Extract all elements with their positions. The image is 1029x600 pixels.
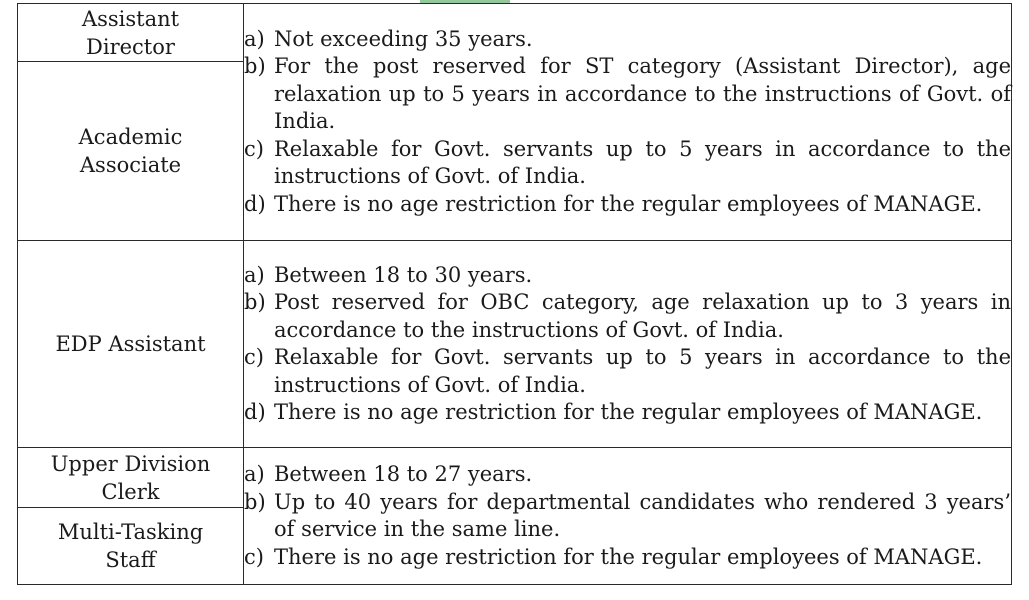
list-item bbox=[244, 544, 1011, 572]
requirement-list bbox=[244, 26, 1011, 219]
post-cell bbox=[18, 448, 244, 585]
post-name-line: EDP Assistant bbox=[55, 332, 206, 356]
item-letter: c) bbox=[244, 544, 264, 569]
table-row bbox=[18, 241, 1012, 448]
item-text: Relaxable for Govt. servants up to 5 years in accordance to the instructions of Govt. of India. bbox=[274, 136, 1011, 189]
requirement-list bbox=[244, 262, 1011, 427]
list-item bbox=[244, 489, 1011, 544]
item-text: There is no age restriction for the regular employees of MANAGE. bbox=[274, 191, 983, 216]
item-text: There is no age restriction for the regular employees of MANAGE. bbox=[274, 544, 983, 569]
list-item bbox=[244, 53, 1011, 136]
item-letter: a) bbox=[244, 26, 265, 51]
item-text: For the post reserved for ST category (Assistant Director), age relaxation up to 5 years in accordance to the instructions of Govt. of India. bbox=[274, 54, 1011, 134]
post-name-line: Associate bbox=[79, 152, 182, 177]
requirement-list bbox=[244, 461, 1011, 571]
item-letter: b) bbox=[244, 54, 266, 79]
post-name-line: Assistant bbox=[81, 6, 180, 31]
list-item bbox=[244, 344, 1011, 399]
item-text: Post reserved for OBC category, age relaxation up to 3 years in accordance to the instructions of Govt. of India. bbox=[274, 290, 1011, 342]
post-edp-assistant bbox=[18, 241, 244, 448]
post-multi-tasking-staff bbox=[18, 508, 243, 584]
item-letter: d) bbox=[244, 400, 266, 424]
item-letter: b) bbox=[244, 290, 266, 314]
post-name-line: Staff bbox=[105, 547, 156, 572]
item-text: Up to 40 years for departmental candidates who rendered 3 years’ of service in the same line. bbox=[274, 489, 1011, 541]
table-row bbox=[18, 448, 1012, 585]
age-limit-table bbox=[17, 3, 1012, 585]
post-upper-division-clerk bbox=[18, 449, 243, 508]
requirement-cell bbox=[244, 241, 1012, 448]
item-letter: c) bbox=[244, 345, 264, 369]
post-name-line: Multi-Tasking bbox=[57, 519, 204, 544]
requirement-cell bbox=[244, 4, 1012, 241]
item-text: There is no age restriction for the regular employees of MANAGE. bbox=[274, 400, 983, 424]
list-item bbox=[244, 461, 1011, 489]
list-item bbox=[244, 399, 1011, 427]
table-row bbox=[18, 4, 1012, 241]
item-letter: d) bbox=[244, 191, 266, 216]
list-item bbox=[244, 191, 1011, 219]
post-name-line: Clerk bbox=[101, 479, 160, 504]
post-assistant-director bbox=[18, 5, 243, 62]
item-letter: c) bbox=[244, 136, 264, 161]
item-letter: a) bbox=[244, 262, 265, 287]
item-text: Between 18 to 27 years. bbox=[274, 462, 533, 486]
requirement-cell bbox=[244, 448, 1012, 585]
list-item bbox=[244, 262, 1011, 290]
list-item bbox=[244, 289, 1011, 344]
post-name-line: Director bbox=[86, 34, 175, 59]
post-name-line: Academic bbox=[78, 124, 183, 149]
item-text: Not exceeding 35 years. bbox=[274, 26, 533, 51]
post-name-line: Upper Division bbox=[50, 451, 211, 476]
item-text: Relaxable for Govt. servants up to 5 years in accordance to the instructions of Govt. of India. bbox=[274, 345, 1011, 397]
item-letter: a) bbox=[244, 462, 265, 486]
item-text: Between 18 to 30 years. bbox=[274, 262, 533, 287]
post-academic-associate bbox=[18, 62, 243, 240]
post-cell bbox=[18, 4, 244, 241]
list-item bbox=[244, 26, 1011, 54]
list-item bbox=[244, 136, 1011, 191]
item-letter: b) bbox=[244, 489, 266, 514]
